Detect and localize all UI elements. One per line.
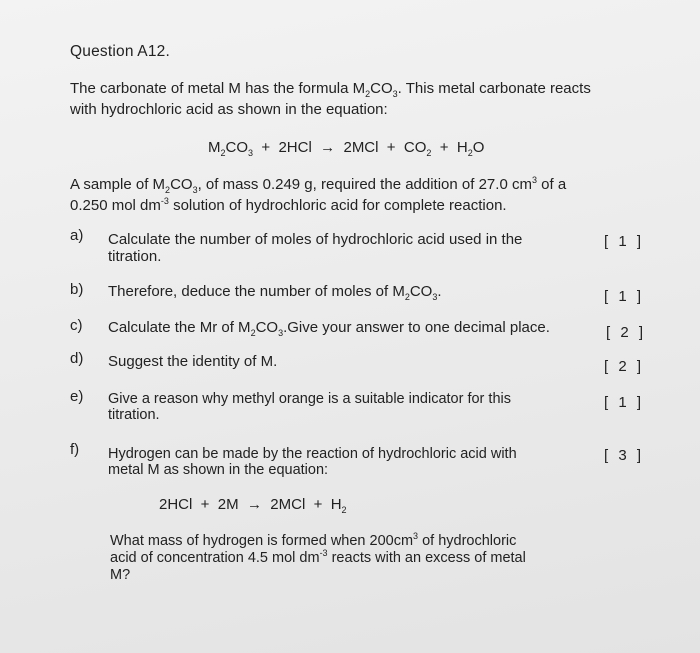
part-c-marks: [ 2 ]	[606, 324, 647, 341]
final-question-line-2: acid of concentration 4.5 mol $dm^{-3}$ reacts with an excess of metal	[110, 548, 526, 566]
part-b-marks: [ 1 ]	[604, 288, 645, 305]
part-e-line-1: Give a reason why methyl orange is a suitable indicator for this	[108, 391, 511, 407]
part-b-label: b)	[70, 281, 84, 298]
carbonate-equation: $M_2CO_3 + 2HCl \to 2MCl + CO_2 + H_2O$	[208, 139, 485, 158]
sample-line-1: A sample of $M_2CO_3$, of mass 0.249 g, required the addition of 27.0 $cm^3$ of a	[70, 175, 567, 195]
final-question-line-1: What mass of hydrogen is formed when $200cm^3$ of hydrochloric	[110, 531, 517, 549]
part-e-marks: [ 1 ]	[604, 394, 645, 411]
part-a-marks: [ 1 ]	[604, 233, 645, 250]
part-c-text: Calculate the Mr of $M_2CO_3.Give$ your answer to one decimal place.	[108, 319, 550, 338]
part-f-line-1: Hydrogen can be made by the reaction of hydrochloric acid with	[108, 446, 517, 462]
part-f-marks: [ 3 ]	[604, 447, 645, 464]
part-f-label: f)	[70, 441, 80, 458]
part-d-text: Suggest the identity of M.	[108, 353, 278, 370]
part-e-line-2: titration.	[108, 407, 160, 423]
intro-line-1: The carbonate of metal M has the formula $M_2CO_3$. This metal carbonate reacts	[70, 80, 591, 99]
final-question-line-3: M?	[110, 567, 131, 583]
intro-line-2: with hydrochloric acid as shown in the equation:	[70, 101, 388, 118]
part-d-label: d)	[70, 350, 84, 367]
part-d-marks: [ 2 ]	[604, 358, 645, 375]
hydrogen-equation: $2HCl + 2M \to 2MCl + H_2$	[159, 496, 347, 515]
part-e-label: e)	[70, 388, 84, 405]
part-b-text: Therefore, deduce the number of moles of $M_2CO_3$.	[108, 283, 442, 302]
part-a-line-1: Calculate the number of moles of hydrochloric acid used in the	[108, 231, 523, 248]
part-c-label: c)	[70, 317, 83, 334]
part-f-line-2: metal M as shown in the equation:	[108, 462, 329, 478]
part-a-label: a)	[70, 227, 84, 244]
part-a-line-2: titration.	[108, 248, 162, 265]
question-title: Question A12.	[70, 43, 170, 60]
sample-line-2: 0.250 mol $dm^{-3}$ solution of hydrochloric acid for complete reaction.	[70, 196, 507, 214]
